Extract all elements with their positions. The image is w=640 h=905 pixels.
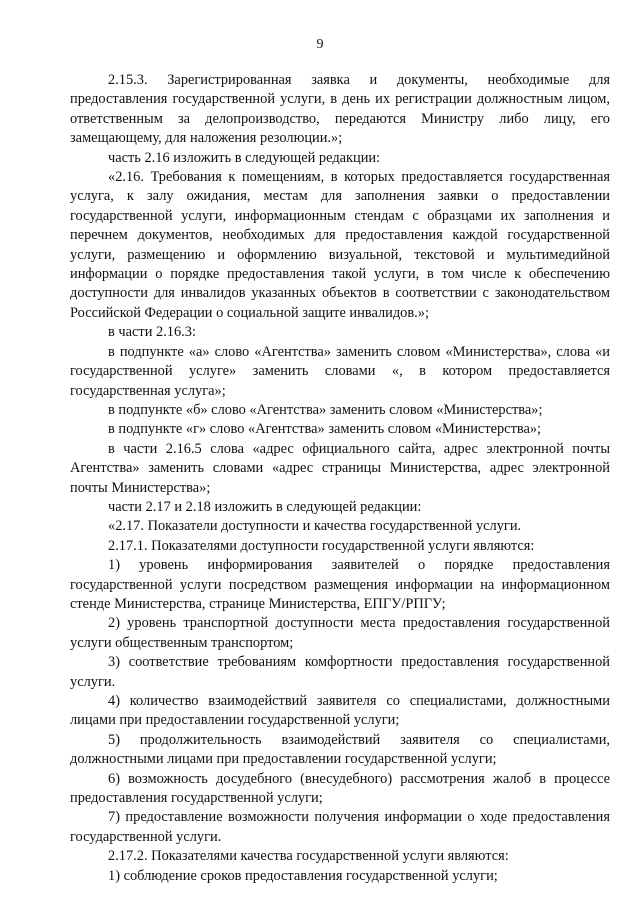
paragraph: в подпункте «г» слово «Агентства» заменить словом «Министерства»; bbox=[108, 421, 542, 438]
paragraph: 2) уровень транспортной доступности места предоставления государственной услуги общественным транспортом; bbox=[70, 615, 610, 651]
paragraph: в части 2.16.5 слова «адрес официального сайта, адрес электронной почты Агентства» заменить словами «адрес страницы Министерства, адрес электронной почты Министерства»; bbox=[70, 440, 610, 496]
paragraph: в подпункте «а» слово «Агентства» заменить словом «Министерства», слова «и государственной услуге» заменить словами «, в котором предоставляется государственная услуга»; bbox=[70, 343, 610, 399]
paragraph: 2.15.3. Зарегистрированная заявка и документы, необходимые для предоставления государственной услуги, в день их регистрации должностным лицом, ответственным за делопроизводство, передаются Министру либо лицу, его замещающему, для наложения резолюции.»; bbox=[70, 72, 610, 147]
paragraph: в части 2.16.3: bbox=[108, 324, 196, 341]
document-body bbox=[70, 71, 610, 886]
paragraph: 2.17.1. Показателями доступности государственной услуги являются: bbox=[108, 537, 535, 554]
paragraph: в подпункте «б» слово «Агентства» заменить словом «Министерства»; bbox=[108, 401, 543, 418]
paragraph: часть 2.16 изложить в следующей редакции: bbox=[108, 149, 381, 166]
paragraph: части 2.17 и 2.18 изложить в следующей редакции: bbox=[108, 498, 422, 515]
paragraph: 2.17.2. Показателями качества государственной услуги являются: bbox=[108, 848, 509, 865]
paragraph: «2.16. Требования к помещениям, в которых предоставляется государственная услуга, к залу ожидания, местам для заполнения заявки о предоставлении государственной услуги, информационным стендам с образцами их заполнения и перечнем документов, необходимых для предоставления каждой государственной услуги, размещению и оформлению визуальной, текстовой и мультимедийной информации о порядке предоставления такой услуги, в том числе к обеспечению доступности для инвалидов указанных объектов в соответствии с законодательством Российской Федерации о социальной защите инвалидов.»; bbox=[70, 169, 610, 321]
paragraph: 1) уровень информирования заявителей о порядке предоставления государственной услуги посредством размещения информации на информационном стенде Министерства, странице Министерства, ЕПГУ/РПГУ; bbox=[70, 557, 610, 612]
paragraph: 4) количество взаимодействий заявителя со специалистами, должностными лицами при предоставлении государственной услуги; bbox=[70, 693, 610, 729]
paragraph: 3) соответствие требованиям комфортности предоставления государственной услуги. bbox=[70, 654, 610, 690]
paragraph: 7) предоставление возможности получения информации о ходе предоставления государственной услуги. bbox=[70, 809, 610, 845]
paragraph: 5) продолжительность взаимодействий заявителя со специалистами, должностными лицами при предоставлении государственной услуги; bbox=[70, 731, 610, 768]
page-number: 9 bbox=[316, 37, 324, 52]
paragraph: «2.17. Показатели доступности и качества государственной услуги. bbox=[108, 518, 522, 535]
paragraph: 1) соблюдение сроков предоставления государственной услуги; bbox=[108, 867, 498, 884]
paragraph: 6) возможность досудебного (внесудебного) рассмотрения жалоб в процессе предоставления государственной услуги; bbox=[70, 770, 610, 807]
